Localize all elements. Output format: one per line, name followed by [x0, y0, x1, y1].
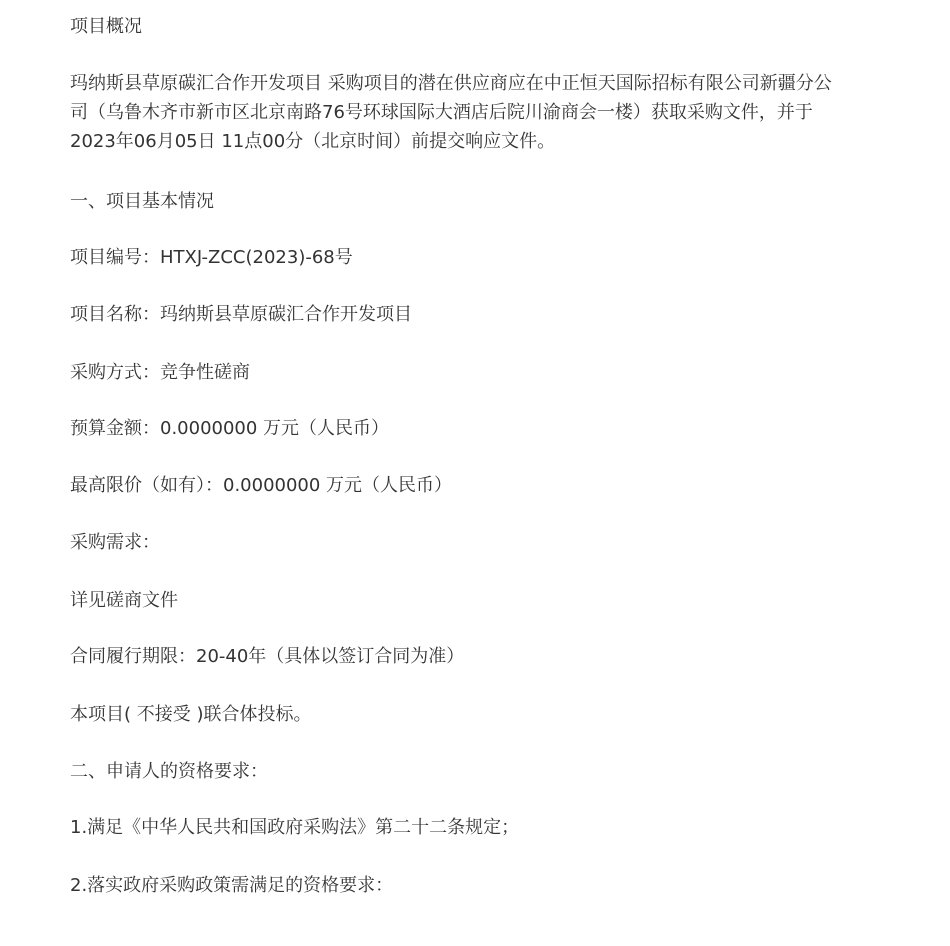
max-price: 最高限价（如有）：0.0000000 万元（人民币）: [70, 475, 453, 496]
project-number: 项目编号：HTXJ-ZCC(2023)-68号: [70, 247, 353, 268]
intro-line: 2023年06月05日 11点00分（北京时间）前提交响应文件。: [70, 131, 556, 152]
intro-line: 司（乌鲁木齐市新市区北京南路76号环球国际大酒店后院川渝商会一楼）获取采购文件，并于: [70, 102, 813, 123]
consortium-statement: 本项目( 不接受 )联合体投标。: [70, 704, 312, 725]
qualification-item: 2.落实政府采购政策需满足的资格要求：: [70, 875, 394, 896]
project-name: 项目名称：玛纳斯县草原碳汇合作开发项目: [70, 304, 412, 325]
budget-amount: 预算金额：0.0000000 万元（人民币）: [70, 418, 390, 439]
procurement-method: 采购方式：竞争性磋商: [70, 362, 250, 383]
section-2-title: 二、申请人的资格要求：: [70, 761, 268, 782]
contract-period: 合同履行期限：20-40年（具体以签订合同为准）: [70, 646, 465, 667]
document-heading: 项目概况: [70, 16, 142, 37]
requirements-label: 采购需求：: [70, 532, 160, 553]
section-1-title: 一、项目基本情况: [70, 191, 214, 212]
intro-paragraph: [70, 69, 890, 156]
qualification-item: 1.满足《中华人民共和国政府采购法》第二十二条规定；: [70, 817, 520, 838]
intro-line: 玛纳斯县草原碳汇合作开发项目 采购项目的潜在供应商应在中正恒天国际招标有限公司新疆分公: [70, 73, 832, 94]
requirements-detail: 详见磋商文件: [70, 590, 178, 611]
